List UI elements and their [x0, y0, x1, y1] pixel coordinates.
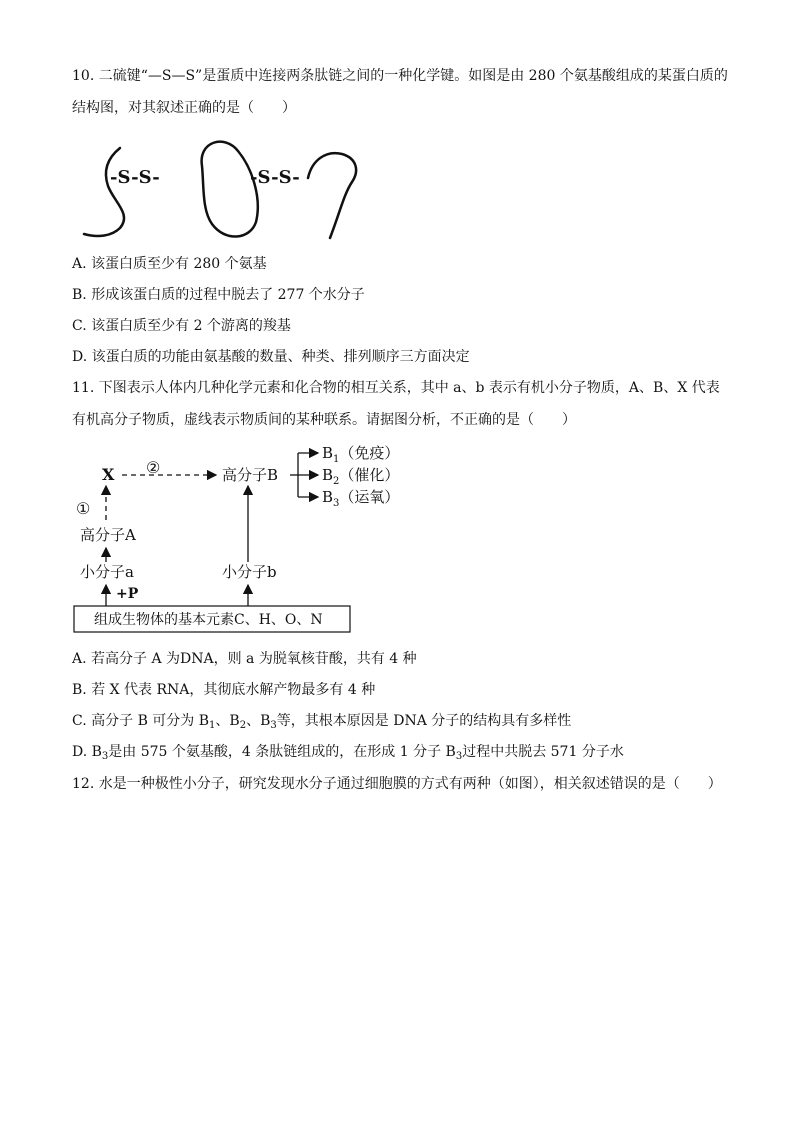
q10-protein-figure [80, 136, 380, 246]
q11-b1-label: $B_1$（免疫） [322, 444, 400, 465]
q10-option-c[interactable]: C. 该蛋白质至少有 2 个游离的羧基 [72, 318, 291, 334]
q11-b3-label: $B_3$（运氧） [322, 488, 400, 509]
q10-disulfide-right: -S-S- [250, 167, 300, 188]
q10-stem-line1: 10. 二硫键“—S—S”是蛋质中连接两条肽链之间的一种化学键。如图是由 280 个氨基酸组成的某蛋白质的 [72, 68, 728, 84]
q11-stem-line1: 11. 下图表示人体内几种化学元素和化合物的相互关系，其中 a、b 表示有机小分子物质，A、B、X 代表 [72, 380, 720, 396]
q11-plus-p: +P [116, 586, 139, 602]
q10-option-a[interactable]: A. 该蛋白质至少有 280 个氨基 [72, 256, 267, 272]
q11-option-b[interactable]: B. 若 X 代表 RNA，其彻底水解产物最多有 4 种 [72, 682, 376, 698]
q11-circle1: ① [76, 499, 91, 518]
q11-elements-text: 组成生物体的基本元素C、H、O、N [94, 612, 323, 628]
q11-polymer-b: 高分子B [222, 466, 279, 484]
q10-stem-line2: 结构图，对其叙述正确的是（ ） [72, 100, 296, 116]
q10-chain-loop [202, 142, 258, 237]
q11-option-a[interactable]: A. 若高分子 A 为DNA，则 a 为脱氧核苷酸，共有 4 种 [72, 651, 417, 667]
q11-option-d[interactable]: D. $B_3$是由 575 个氨基酸，4 条肽链组成的，在形成 1 分子 $B_3$过程中共脱去 571 分子水 [72, 744, 624, 762]
q11-small-b: 小分子b [222, 563, 277, 581]
q10-option-d[interactable]: D. 该蛋白质的功能由氨基酸的数量、种类、排列顺序三方面决定 [72, 349, 470, 365]
q11-x-label: X [102, 465, 115, 484]
q11-relation-diagram [70, 440, 410, 640]
q10-option-b[interactable]: B. 形成该蛋白质的过程中脱去了 277 个水分子 [72, 287, 365, 303]
q12-stem-line1: 12. 水是一种极性小分子，研究发现水分子通过细胞膜的方式有两种（如图），相关叙述错误的是（ ） [72, 776, 722, 792]
q11-option-c[interactable]: C. 高分子 B 可分为 $B_1$、$B_2$、$B_3$等，其根本原因是 DNA 分子的结构具有多样性 [72, 713, 572, 731]
q11-polymer-a: 高分子A [80, 526, 136, 544]
q10-disulfide-left: -S-S- [110, 167, 160, 188]
q11-small-a: 小分子a [80, 563, 134, 581]
q11-circle2: ② [146, 458, 161, 477]
q10-chain-right [308, 153, 356, 238]
q10-chain-left [84, 148, 124, 236]
q11-b2-label: $B_2$（催化） [322, 466, 400, 487]
q11-stem-line2: 有机高分子物质，虚线表示物质间的某种联系。请据图分析，不正确的是（ ） [72, 412, 576, 428]
